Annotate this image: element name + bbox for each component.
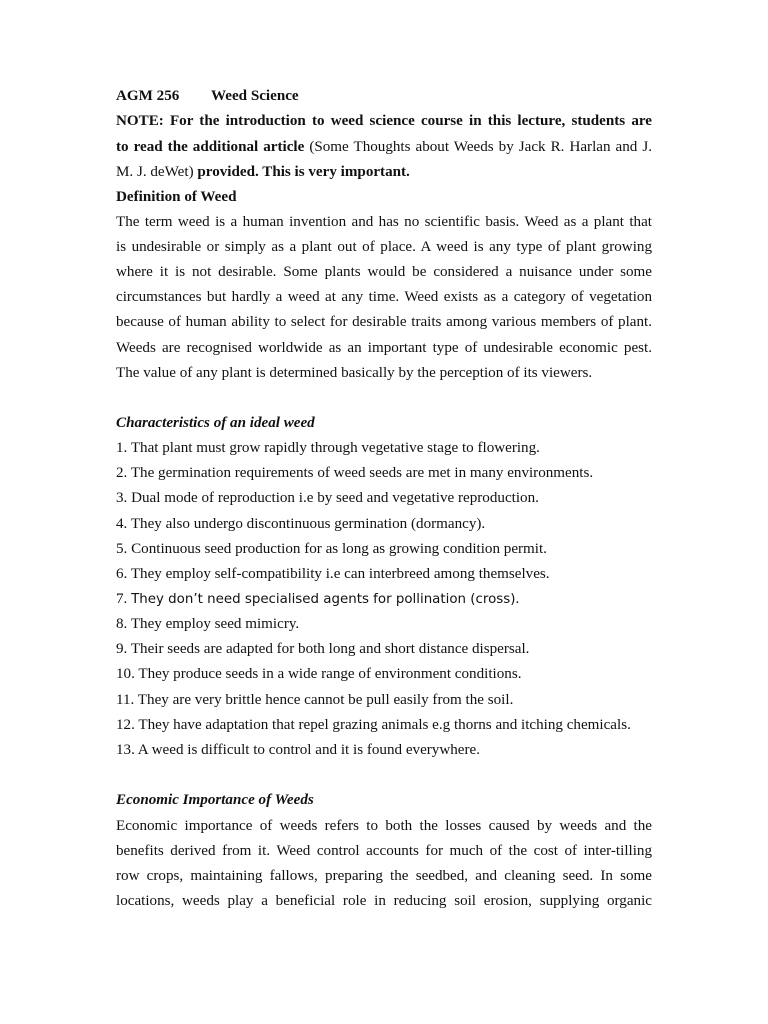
- economic-line: row crops, maintaining fallows, preparing the seedbed, and cleaning seed. In some: [116, 868, 652, 884]
- course-title: Weed Science: [211, 88, 299, 104]
- economic-line: Economic importance of weeds refers to both the losses caused by weeds and the: [116, 818, 652, 834]
- note-line-2-regular: (Some Thoughts about Weeds by Jack R. Harlan and J.: [309, 139, 652, 155]
- definition-line: where it is not desirable. Some plants would be considered a nuisance under some: [116, 264, 652, 280]
- economic-line: benefits derived from it. Weed control accounts for much of the cost of inter-tilling: [116, 843, 652, 859]
- definition-line: circumstances but hardly a weed at any time. Weed exists as a category of vegetation: [116, 289, 652, 305]
- list-item: 6. They employ self-compatibility i.e can interbreed among themselves.: [116, 566, 550, 582]
- list-item-text: They don’t need specialised agents for pollination (cross): [131, 592, 516, 607]
- list-item: 9. Their seeds are adapted for both long and short distance dispersal.: [116, 641, 530, 657]
- list-item: 2. The germination requirements of weed seeds are met in many environments.: [116, 465, 594, 481]
- definition-line: The term weed is a human invention and has no scientific basis. Weed as a plant that: [116, 214, 652, 230]
- list-item: 3. Dual mode of reproduction i.e by seed and vegetative reproduction.: [116, 490, 539, 506]
- course-code: AGM 256: [116, 88, 180, 104]
- note-line-3-regular: M. J. deWet): [116, 164, 194, 180]
- note-line-3-bold: provided. This is very important.: [197, 164, 410, 180]
- list-item: 8. They employ seed mimicry.: [116, 616, 300, 632]
- definition-line: The value of any plant is determined basically by the perception of its viewers.: [116, 365, 593, 381]
- note-line-2: [116, 137, 652, 157]
- course-header: [116, 86, 299, 106]
- note-line-1: NOTE: For the introduction to weed science course in this lecture, students are: [116, 113, 652, 129]
- list-item: 13. A weed is difficult to control and it is found everywhere.: [116, 742, 480, 758]
- note-line-2-bold: to read the additional article: [116, 139, 305, 155]
- definition-heading: Definition of Weed: [116, 189, 237, 205]
- list-item: 12. They have adaptation that repel grazing animals e.g thorns and itching chemicals.: [116, 717, 631, 733]
- list-item: 4. They also undergo discontinuous germination (dormancy).: [116, 516, 486, 532]
- definition-line: Weeds are recognised worldwide as an important type of undesirable economic pest.: [116, 340, 652, 356]
- economic-heading: Economic Importance of Weeds: [116, 792, 314, 808]
- note-line-3: [116, 162, 410, 182]
- list-item: 5. Continuous seed production for as long as growing condition permit.: [116, 541, 547, 557]
- characteristics-heading: Characteristics of an ideal weed: [116, 415, 315, 431]
- list-item-number: 7.: [116, 591, 132, 607]
- list-item-period: .: [515, 591, 520, 607]
- list-item: 11. They are very brittle hence cannot be pull easily from the soil.: [116, 692, 514, 708]
- definition-line: because of human ability to select for desirable traits among various members of plant.: [116, 314, 652, 330]
- list-item: 1. That plant must grow rapidly through vegetative stage to flowering.: [116, 440, 540, 456]
- definition-line: is undesirable or simply as a plant out of place. A weed is any type of plant growing: [116, 239, 652, 255]
- economic-line: locations, weeds play a beneficial role in reducing soil erosion, supplying organic: [116, 893, 652, 909]
- list-item: [116, 589, 519, 610]
- list-item: 10. They produce seeds in a wide range of environment conditions.: [116, 666, 522, 682]
